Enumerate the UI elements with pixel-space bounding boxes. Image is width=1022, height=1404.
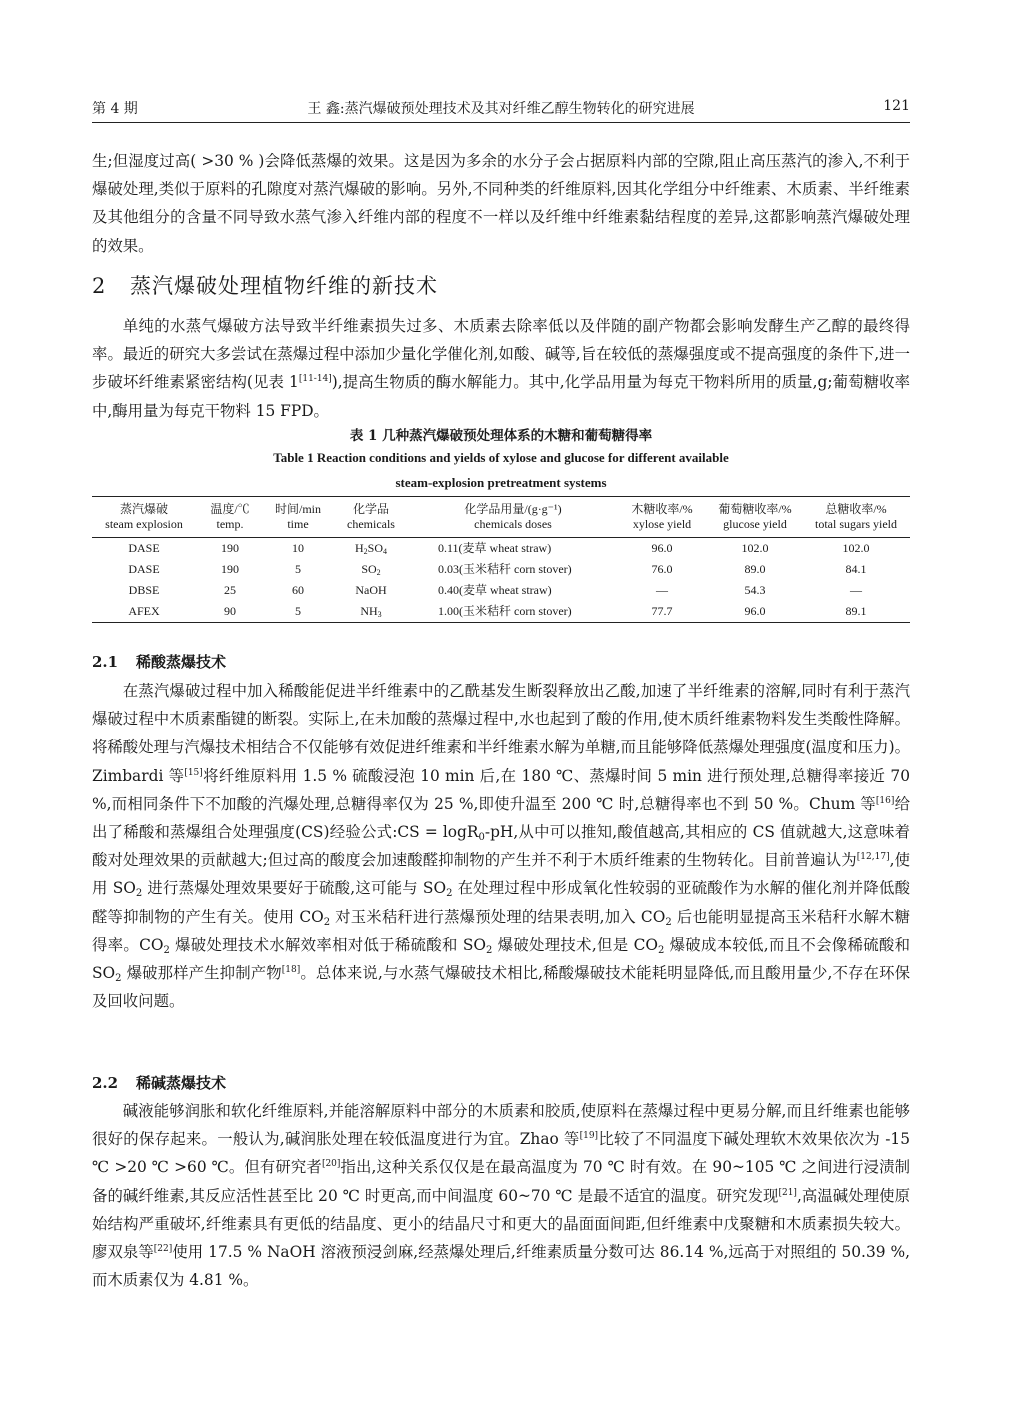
citation: [22] xyxy=(153,1244,173,1255)
table-caption-cn: 表 1 几种蒸汽爆破预处理体系的木糖和葡萄糖得率 xyxy=(349,428,653,444)
subsection-title: 稀碱蒸爆技术 xyxy=(136,1074,227,1092)
column-header: 总糖收率/% total sugars yield xyxy=(815,502,897,531)
running-head xyxy=(92,94,910,123)
table-row: DASE 190 10 $H_2SO_4$ 0.11(麦草 wheat straw) 96.0 102.0 102.0 xyxy=(92,538,910,560)
section-paragraph: 单纯的水蒸气爆破方法导致半纤维素损失过多、木质素去除率低以及伴随的副产物都会影响发酵生产乙醇的最终得率。最近的研究大多尝试在蒸爆过程中添加少量化学催化剂,如酸、碱等,旨在较低的蒸爆强度或不提高强度的条件下,进一步破坏纤维素紧密结构(见表 1[11-14]),提高生物质的酶水解能力。其中,化学品用量为每克干物料所用的质量,g;葡萄糖收率中,酶用量为每克干物料 15 FPD。 xyxy=(92,317,910,420)
column-header: 化学品用量/(g·g⁻¹) chemicals doses xyxy=(464,502,562,531)
table-row: DBSE 25 60 NaOH 0.40(麦草 wheat straw) — 54.3 — xyxy=(92,580,910,601)
table-caption-en: Table 1 Reaction conditions and yields of xylose and glucose for different available xyxy=(273,450,729,465)
table-caption-en-line2: steam-explosion pretreatment systems xyxy=(395,475,607,490)
section-number: 2 xyxy=(92,274,107,298)
column-header: 葡萄糖收率/% glucose yield xyxy=(718,502,792,531)
citation: [15] xyxy=(184,767,203,778)
table-row: DASE 190 5 $SO_2$ 0.03(玉米秸秆 corn stover) 76.0 89.0 84.1 xyxy=(92,559,910,580)
page-number: 121 xyxy=(883,98,910,114)
citation: [18] xyxy=(281,965,301,976)
citation: [12,17] xyxy=(856,852,890,863)
issue-number: 第 4 期 xyxy=(92,101,138,117)
intro-paragraph: 生;但湿度过高( >30 % )会降低蒸爆的效果。这是因为多余的水分子会占据原料内部的空隙,阻止高压蒸汽的渗入,不利于爆破处理,类似于原料的孔隙度对蒸汽爆破的影响。另外,不同种类的纤维原料,因其化学组分中纤维素、木质素、半纤维素及其他组分的含量不同导致水蒸气渗入纤维内部的程度不一样以及纤维中纤维素黏结程度的差异,这都影响蒸汽爆破处理的效果。 xyxy=(92,152,910,255)
column-header: 时间/min time xyxy=(274,502,321,531)
subsection-heading xyxy=(92,651,226,672)
table-row: AFEX 90 5 $NH_3$ 1.00(玉米秸秆 corn stover) 77.7 96.0 89.1 xyxy=(92,601,910,623)
subsection-number: 2.1 xyxy=(92,653,119,671)
chemical-cell: NaOH xyxy=(355,583,387,597)
citation: [16] xyxy=(875,795,895,806)
chemical-cell: $H_2SO_4$ xyxy=(354,541,387,556)
subsection-title: 稀酸蒸爆技术 xyxy=(136,653,227,671)
subsection-paragraph: 碱液能够润胀和软化纤维原料,并能溶解原料中部分的木质素和胶质,使原料在蒸爆过程中更易分解,而且纤维素也能够很好的保存起来。一般认为,碱润胀处理在较低温度进行为宜。Zhao 等[19]比较了不同温度下碱处理软木效果依次为 -15 ℃ >20 ℃ >60 ℃。但有研究者[20]指出,这种关系仅仅是在最高温度为 70 ℃ 时有效。在 90~105 ℃ 之间进行浸渍制备的碱纤维素,其反应活性甚至比 20 ℃ 时更高,而中间温度 60~70 ℃ 是最不适宜的温度。研究发现[21],高温碱处理使原始结构严重破坏,纤维素具有更低的结晶度、更小的结晶尺寸和更大的晶面面间距,但纤维素中戊聚糖和木质素损失较大。廖双泉等[22]使用 17.5 % NaOH 溶液预浸剑麻,经蒸爆处理后,纤维素质量分数可达 86.14 %,远高于对照组的 50.39 %,而木质素仅为 4.81 %。 xyxy=(92,1102,910,1290)
subsection-paragraph: 在蒸汽爆破过程中加入稀酸能促进半纤维素中的乙酰基发生断裂释放出乙酸,加速了半纤维素的溶解,同时有利于蒸汽爆破过程中木质素酯键的断裂。实际上,在未加酸的蒸爆过程中,水也起到了酸的作用,使木质纤维素物料发生类酸性降解。将稀酸处理与汽爆技术相结合不仅能够有效促进纤维素和半纤维素水解为单糖,而且能够降低蒸爆处理强度(温度和压力)。Zimbardi 等[15]将纤维原料用 1.5 % 硫酸浸泡 10 min 后,在 180 ℃、蒸爆时间 5 min 进行预处理,总糖得率接近 70 %,而相同条件下不加酸的汽爆处理,总糖得率仅为 25 %,即使升温至 200 ℃ 时,总糖得率也不到 50 %。Chum 等[16]给出了稀酸和蒸爆组合处理强度(CS)经验公式:CS = logR$_0$-pH,从中可以推知,酸值越高,其相应的 CS 值就越大,这意味着酸对处理效果的贡献越大;但过高的酸度会加速酸醛抑制物的产生并不利于木质纤维素的生物转化。目前普遍认为[12,17],使用 $SO_2$ 进行蒸爆处理效果要好于硫酸,这可能与 $SO_2$ 在处理过程中形成氧化性较弱的亚硫酸作为水解的催化剂并降低酸醛等抑制物的产生有关。使用 $CO_2$ 对玉米秸秆进行蒸爆预处理的结果表明,加入 $CO_2$ 后也能明显提高玉米秸秆水解木糖得率。$CO_2$ 爆破处理技术水解效率相对低于稀硫酸和 $SO_2$ 爆破处理技术,但是 $CO_2$ 爆破成本较低,而且不会像稀硫酸和 $SO_2$ 爆破那样产生抑制产物[18]。总体来说,与水蒸气爆破技术相比,稀酸爆破技术能耗明显降低,而且酸用量少,不存在环保及回收问题。 xyxy=(92,682,910,1011)
citation: [19] xyxy=(579,1131,599,1142)
citation: [11-14] xyxy=(298,374,332,385)
column-header: 化学品 chemicals xyxy=(347,502,395,531)
column-header: 蒸汽爆破 steam explosion xyxy=(105,502,183,531)
yield-table xyxy=(92,496,910,623)
citation: [20] xyxy=(321,1159,341,1170)
section-title: 蒸汽爆破处理植物纤维的新技术 xyxy=(130,274,438,298)
citation: [21] xyxy=(778,1187,797,1198)
running-title: 王 鑫:蒸汽爆破预处理技术及其对纤维乙醇生物转化的研究进展 xyxy=(307,101,695,117)
table-header-row xyxy=(92,497,910,538)
section-heading xyxy=(92,270,438,300)
subsection-number: 2.2 xyxy=(92,1074,119,1092)
column-header: 温度/℃ temp. xyxy=(210,502,250,531)
subsection-heading xyxy=(92,1072,226,1093)
chemical-cell: $SO_2$ xyxy=(361,562,381,577)
column-header: 木糖收率/% xylose yield xyxy=(631,502,693,531)
chemical-cell: $NH_3$ xyxy=(360,604,382,619)
